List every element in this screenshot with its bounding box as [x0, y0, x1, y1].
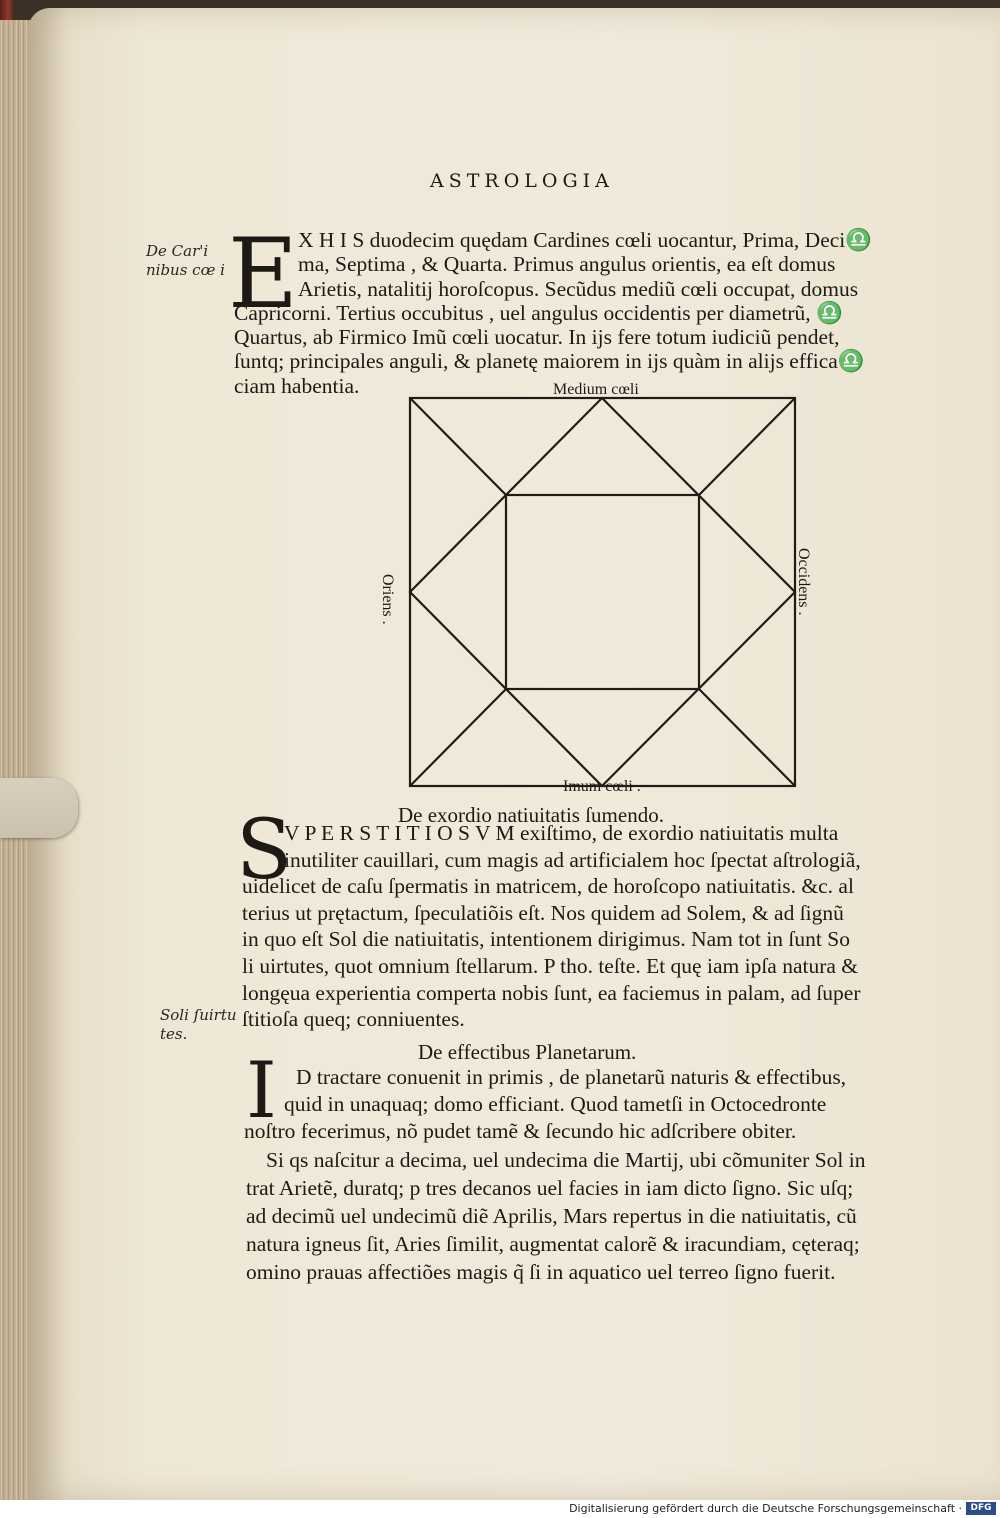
text-line: ſtitioſa queq; conniuentes. — [242, 1007, 465, 1032]
text-line: Arietis, natalitij horoſcopus. Secũdus mediũ cœli occupat, domus — [298, 276, 859, 301]
label-oriens: Oriens . — [379, 574, 396, 625]
margin-note-cardines: De Car'i nibus cœ i — [146, 242, 225, 279]
text-line: longęua experientia comperta nobis ſunt, ea faciemus in palam, ad ſuper — [242, 980, 861, 1005]
text-line: trat Arietẽ, duratq; p tres decanos uel facies in iam dicto ſigno. Sic uſq; — [246, 1176, 854, 1200]
running-head: ASTROLOGIA — [430, 170, 614, 192]
section2-text — [242, 820, 861, 1033]
drop-cap-e: E — [228, 218, 299, 330]
text-line: ciam habentia. — [234, 373, 360, 398]
section3-paragraph — [246, 1146, 865, 1286]
label-occidens: Occidens . — [795, 548, 812, 616]
drop-cap-i: I — [246, 1046, 277, 1136]
text-line: omino prauas affectiões magis q̃ ſi in aquatico uel terreo ſigno fuerit. — [246, 1260, 836, 1284]
text-line: inutiliter cauillari, cum magis ad artificialem hoc ſpectat aſtrologiã, — [284, 847, 861, 872]
text-line: ma, Septima , & Quarta. Primus angulus orientis, ea eſt domus — [298, 252, 836, 277]
section3-text — [244, 1064, 846, 1145]
dfg-logo: DFG — [966, 1502, 996, 1515]
text-line: D tractare conuenit in primis , de planetarũ naturis & effectibus, — [296, 1065, 847, 1089]
text-line: Quartus, ab Firmico Imũ cœli uocatur. In ijs fere totum iudiciũ pendet, — [234, 325, 840, 350]
footer-credit: Digitalisierung gefördert durch die Deutsche Forschungsgemeinschaft · — [569, 1502, 962, 1515]
text-line: V P E R S T I T I O S V M exiſtimo, de exordio natiuitatis multa — [284, 821, 839, 845]
text-line: terius ut prętactum, ſpeculatiõis eſt. Nos quidem ad Solem, & ad ſignũ — [242, 900, 844, 925]
drop-cap-s: S — [236, 803, 293, 898]
text-line: X H I S duodecim quędam Cardines cœli uocantur, Prima, Deci♎ — [298, 228, 873, 252]
text-line: li uirtutes, quot omnium ſtellarum. P tho. teſte. Et quę iam ipſa natura & — [242, 953, 859, 978]
text-line: Si qs naſcitur a decima, uel undecima die Martij, ubi cõmuniter Sol in — [266, 1148, 866, 1172]
text-line: in quo eſt Sol die natiuitatis, intentionem dirigimus. Nam tot in ſunt So — [242, 927, 850, 952]
text-line: natura igneus ſit, Aries ſimilit, augmentat calorẽ & iracundiam, cęteraq; — [246, 1232, 860, 1256]
label-imum-coeli: Imum cœli . — [563, 778, 641, 795]
text-line: ad decimũ uel undecimũ diẽ Aprilis, Mars repertus in die natiuitatis, cũ — [246, 1204, 857, 1228]
label-medium-coeli: Medium cœli — [553, 381, 639, 398]
bookmark-tab — [0, 778, 78, 838]
margin-note-sol: Soli ſuirtu tes. — [160, 1006, 237, 1043]
text-line: quid in unaquaq; domo efficiant. Quod tametſi in Octocedronte — [284, 1092, 827, 1116]
text-line: Capricorni. Tertius occubitus , uel angulus occidentis per diametrũ, ♎ — [234, 300, 843, 325]
heading-exordio: De exordio natiuitatis ſumendo. — [398, 803, 664, 827]
text-line: uidelicet de caſu ſpermatis in matricem, de horoſcopo natiuitatis. &c. al — [242, 874, 854, 899]
heading-effectibus: De effectibus Planetarum. — [418, 1040, 637, 1064]
section1-text — [234, 228, 872, 398]
text-line: ſuntq; principales anguli, & planetę maiorem in ijs quàm in alijs effica♎ — [234, 349, 865, 374]
text-line: noſtro fecerimus, nõ pudet tamẽ & ſecundo hic adſcribere obiter. — [244, 1119, 797, 1143]
